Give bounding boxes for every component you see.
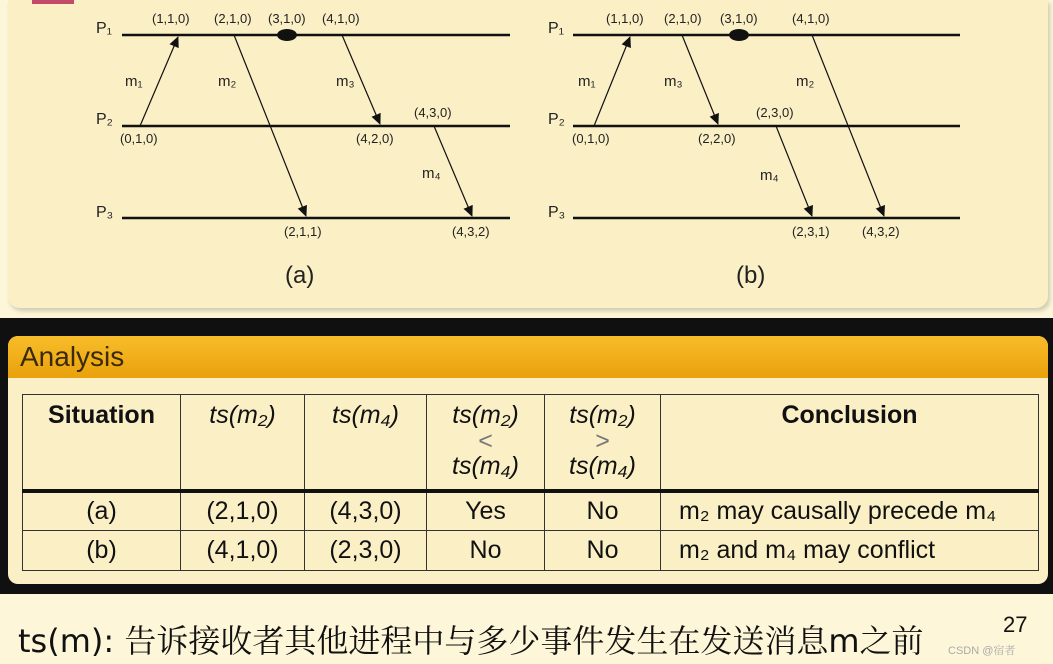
- analysis-table: [22, 394, 1039, 571]
- header-ts-m2: ts(m₂): [181, 395, 305, 491]
- greater-than-symbol: >: [595, 427, 610, 455]
- timestamp-label: (2,1,0): [664, 11, 702, 26]
- message-arrow-m3: [682, 35, 718, 124]
- watermark: CSDN @宿者: [948, 645, 1016, 657]
- event-dot: [729, 29, 749, 41]
- diagram-caption-a: (a): [285, 262, 315, 289]
- timestamp-label: (4,1,0): [322, 11, 360, 26]
- process-label-p2: P₂: [96, 111, 113, 128]
- timestamp-label: (3,1,0): [720, 11, 758, 26]
- timestamp-label: (2,1,1): [284, 224, 322, 239]
- process-label-p1: P₁: [96, 20, 113, 37]
- diagram-caption-b: (b): [736, 262, 766, 289]
- cell-greater: No: [545, 531, 661, 571]
- cell-situation: (b): [23, 531, 181, 571]
- timestamp-label: (4,1,0): [792, 11, 830, 26]
- timestamp-label: (2,1,0): [214, 11, 252, 26]
- message-arrow-m1: [140, 37, 178, 126]
- cell-ts-m4: (4,3,0): [305, 491, 427, 531]
- message-label-m3: m₃: [336, 73, 355, 90]
- message-label-m1: m₁: [125, 73, 143, 90]
- analysis-title: Analysis: [8, 336, 1048, 378]
- cell-less: No: [427, 531, 545, 571]
- timestamp-label: (4,3,0): [414, 105, 452, 120]
- page-number: 27: [1003, 612, 1028, 637]
- message-label-m4: m₄: [760, 167, 779, 184]
- table-row: [23, 531, 1039, 571]
- table-header-row: [23, 395, 1039, 491]
- message-label-m3: m₃: [664, 73, 683, 90]
- message-label-m2: m₂: [218, 73, 237, 90]
- message-label-m2: m₂: [796, 73, 815, 90]
- header-greater-top: ts(m₂): [569, 401, 636, 429]
- analysis-panel: [8, 336, 1048, 584]
- timestamp-label: (4,3,2): [452, 224, 490, 239]
- cell-situation: (a): [23, 491, 181, 531]
- table-row: [23, 491, 1039, 531]
- header-less-bottom: ts(m₄): [452, 452, 519, 480]
- message-label-m4: m₄: [422, 165, 441, 182]
- message-arrow-m1: [594, 37, 630, 126]
- timestamp-label: (3,1,0): [268, 11, 306, 26]
- cell-conclusion: m₂ and m₄ may conflict: [661, 531, 1039, 571]
- slide-caption: ts(m): 告诉接收者其他进程中与多少事件发生在发送消息m之前: [18, 622, 924, 660]
- cell-greater: No: [545, 491, 661, 531]
- diagram-b: [548, 11, 960, 289]
- diagram-a: [96, 11, 510, 289]
- process-label-p1: P₁: [548, 20, 565, 37]
- header-conclusion: Conclusion: [661, 395, 1039, 491]
- timestamp-label: (4,3,2): [862, 224, 900, 239]
- header-greater-bottom: ts(m₄): [569, 452, 636, 480]
- cell-less: Yes: [427, 491, 545, 531]
- cell-ts-m2: (2,1,0): [181, 491, 305, 531]
- timestamp-label: (2,3,1): [792, 224, 830, 239]
- process-label-p3: P₃: [96, 204, 114, 221]
- header-ts-m4: ts(m₄): [305, 395, 427, 491]
- vector-clock-diagrams: [0, 0, 1053, 310]
- timestamp-label: (2,3,0): [756, 105, 794, 120]
- process-label-p3: P₃: [548, 204, 566, 221]
- message-label-m1: m₁: [578, 73, 596, 90]
- event-dot: [277, 29, 297, 41]
- less-than-symbol: <: [478, 427, 493, 455]
- header-greater-than: [545, 395, 661, 491]
- timestamp-label: (4,2,0): [356, 131, 394, 146]
- header-less-than: [427, 395, 545, 491]
- message-arrow-m4: [776, 126, 812, 216]
- header-less-top: ts(m₂): [452, 401, 519, 429]
- cell-conclusion: m₂ may causally precede m₄: [661, 491, 1039, 531]
- timestamp-label: (0,1,0): [120, 131, 158, 146]
- cell-ts-m2: (4,1,0): [181, 531, 305, 571]
- header-situation: Situation: [23, 395, 181, 491]
- process-label-p2: P₂: [548, 111, 565, 128]
- timestamp-label: (1,1,0): [152, 11, 190, 26]
- cell-ts-m4: (2,3,0): [305, 531, 427, 571]
- timestamp-label: (2,2,0): [698, 131, 736, 146]
- timestamp-label: (1,1,0): [606, 11, 644, 26]
- timestamp-label: (0,1,0): [572, 131, 610, 146]
